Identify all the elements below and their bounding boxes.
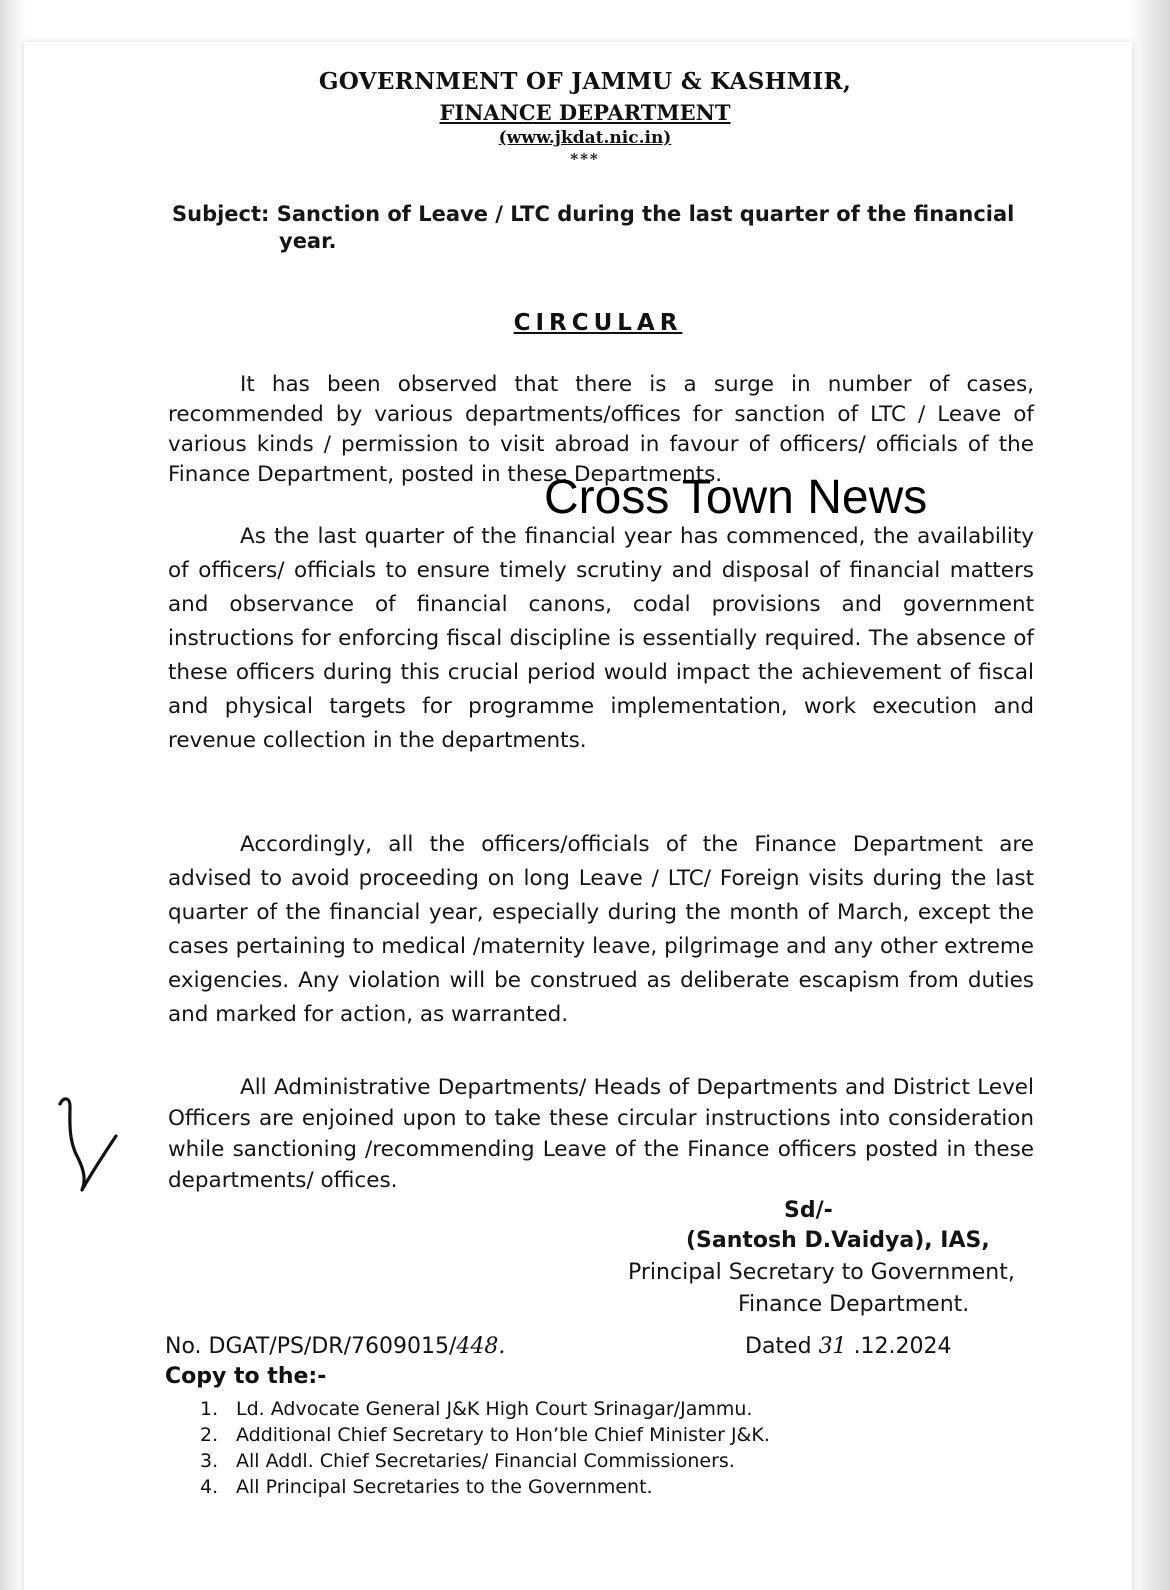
dated-month-year: .12.2024: [853, 1334, 952, 1359]
subject-line: [172, 200, 1032, 229]
list-item-text: Additional Chief Secretary to Hon’ble Chief Minister J&K.: [236, 1424, 770, 1446]
subject-text: Sanction of Leave / LTC during the last quarter of the financial: [276, 202, 1015, 226]
list-item-number: 4.: [200, 1476, 219, 1498]
copy-to-heading: Copy to the:-: [165, 1364, 327, 1389]
list-item-text: All Addl. Chief Secretaries/ Financial Commissioners.: [236, 1450, 735, 1472]
dated-day-handwritten: 31: [818, 1334, 847, 1359]
paragraph-1: It has been observed that there is a surge in number of cases, recommended by various departments/offices for sanction of LTC / Leave of various kinds / permission to visit abroad in favour of officers/ officials of the Finance Department, posted in these Departments.: [168, 372, 1034, 487]
paragraph-3: Accordingly, all the officers/officials of the Finance Department are advised to avoid proceeding on long Leave / LTC/ Foreign visits during the last quarter of the financial year, especially during the month of March, except the cases pertaining to medical /maternity leave, pilgrimage and any other extreme exigencies. Any violation will be construed as deliberate escapism from duties and marked for action, as warranted.: [168, 832, 1034, 1027]
subject-text-continued: year.: [279, 229, 337, 253]
signatory-name: (Santosh D.Vaidya), IAS,: [686, 1228, 990, 1253]
reference-number: [165, 1334, 505, 1359]
list-item-number: 2.: [200, 1424, 219, 1446]
paragraph-2: As the last quarter of the financial year has commenced, the availability of officers/ officials to ensure timely scrutiny and disposal of financial matters and observance of financial canons, codal provisions and government instructions for enforcing fiscal discipline is essentially required. The absence of these officers during this crucial period would impact the achievement of fiscal and physical targets for programme implementation, work execution and revenue collection in the departments.: [168, 524, 1034, 753]
list-item: [200, 1422, 770, 1448]
reference-number-printed: No. DGAT/PS/DR/7609015/: [165, 1334, 457, 1359]
signatory-department: Finance Department.: [738, 1292, 970, 1317]
circular-title: CIRCULAR: [513, 310, 683, 336]
list-item-number: 1.: [200, 1398, 219, 1420]
header-department: FINANCE DEPARTMENT: [439, 100, 731, 125]
copy-to-list: [200, 1396, 770, 1500]
list-item-text: All Principal Secretaries to the Government.: [236, 1476, 653, 1498]
dated-line: [745, 1334, 952, 1359]
signature-sd: Sd/-: [784, 1198, 833, 1223]
list-item-number: 3.: [200, 1450, 219, 1472]
list-item: [200, 1448, 770, 1474]
handwritten-initial-mark: [52, 1092, 124, 1196]
signatory-designation: Principal Secretary to Government,: [628, 1260, 1015, 1285]
header-stars: ***: [570, 150, 600, 168]
header-government: GOVERNMENT OF JAMMU & KASHMIR,: [318, 68, 852, 95]
list-item-text: Ld. Advocate General J&K High Court Srinagar/Jammu.: [236, 1398, 753, 1420]
list-item: [200, 1474, 770, 1500]
subject-label: Subject:: [172, 202, 270, 226]
header-website: (www.jkdat.nic.in): [498, 128, 672, 148]
paragraph-4: All Administrative Departments/ Heads of Departments and District Level Officers are enjoined upon to take these circular instructions into consideration while sanctioning /recommending Leave of the Finance officers posted in these departments/ offices.: [168, 1075, 1034, 1193]
dated-label: Dated: [745, 1334, 812, 1359]
reference-number-handwritten: 448.: [456, 1334, 506, 1359]
watermark-text: Cross Town News: [544, 471, 928, 524]
list-item: [200, 1396, 770, 1422]
